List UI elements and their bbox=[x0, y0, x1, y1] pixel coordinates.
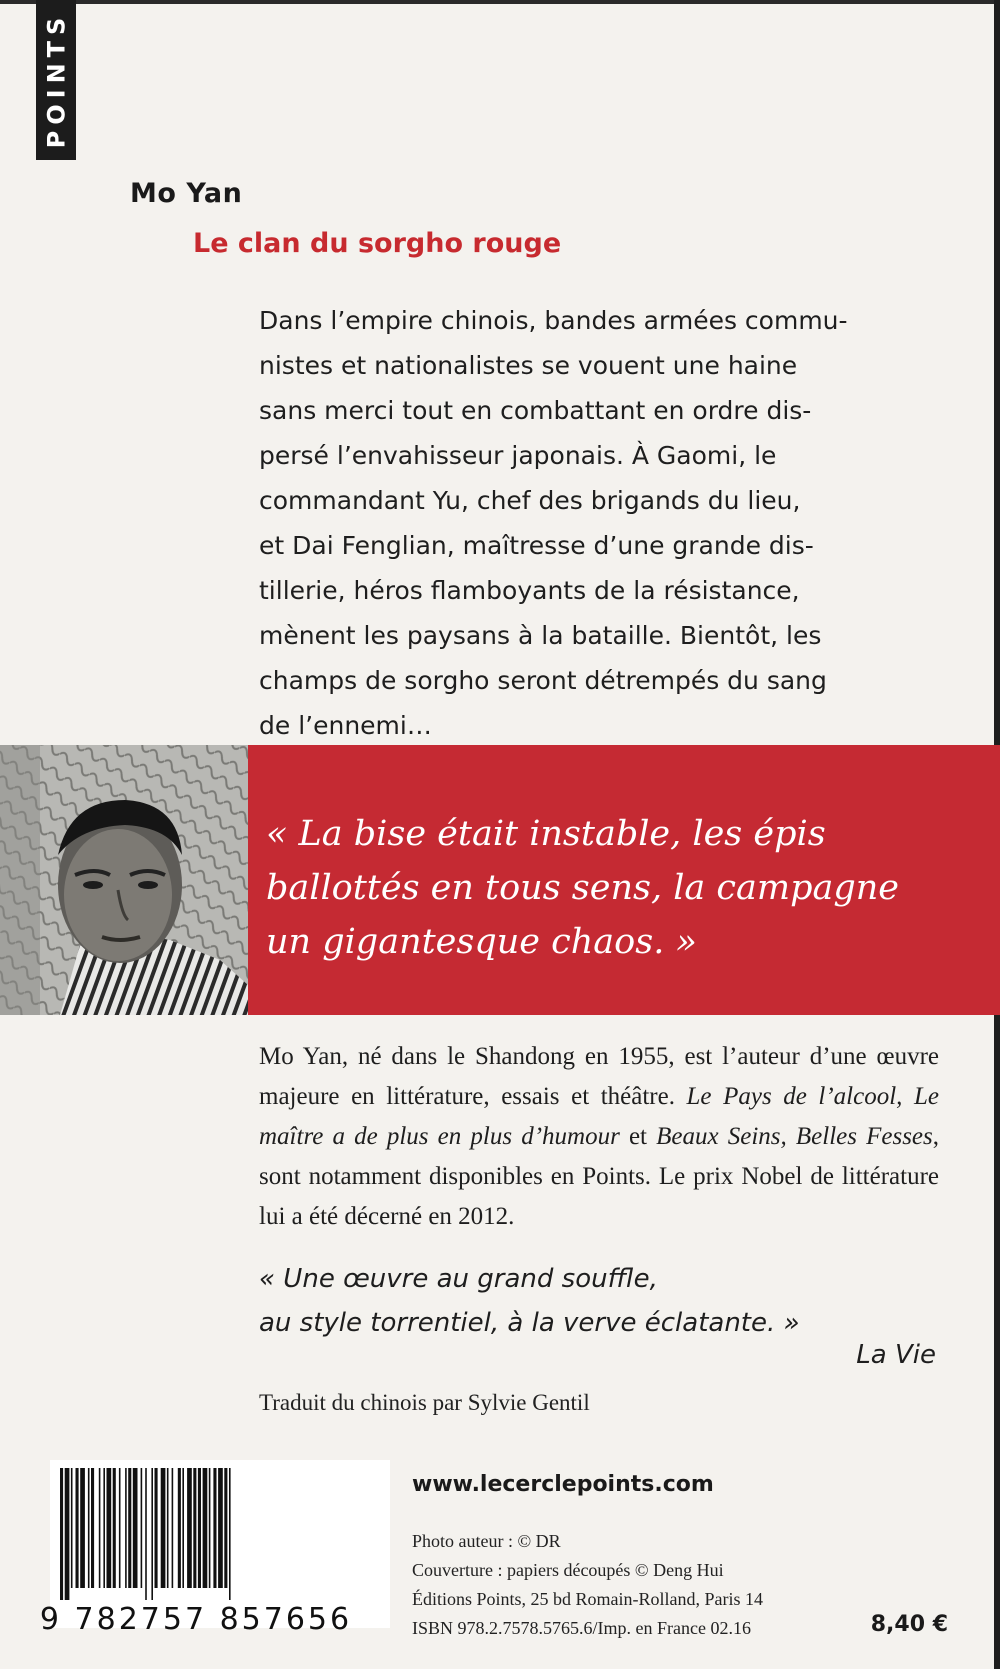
barcode-bar bbox=[76, 1468, 79, 1588]
press-source: La Vie bbox=[856, 1340, 936, 1370]
barcode-bar bbox=[99, 1468, 101, 1588]
barcode-bar bbox=[88, 1468, 90, 1588]
publisher-logo bbox=[36, 0, 76, 160]
synopsis-line: Dans l’empire chinois, bandes armées commu- bbox=[259, 306, 848, 335]
bio-text: , sont notamment disponibles en Points. Le prix Nobel de littérature lui a été décerné en 2012. bbox=[259, 1123, 939, 1230]
quote-line: ballottés en tous sens, la campagne bbox=[266, 868, 900, 908]
publisher-logo-text: POINTS bbox=[42, 11, 71, 149]
barcode-bar bbox=[193, 1468, 196, 1588]
synopsis bbox=[259, 298, 919, 748]
synopsis-line: commandant Yu, chef des brigands du lieu, bbox=[259, 486, 801, 515]
synopsis-line: tillerie, héros flamboyants de la résistance, bbox=[259, 576, 800, 605]
synopsis-line: champs de sorgho seront détrempés du sang bbox=[259, 666, 827, 695]
barcode-bar bbox=[125, 1468, 127, 1588]
press-quote-line: « Une œuvre au grand souffle, bbox=[259, 1264, 658, 1294]
credits-block bbox=[412, 1527, 763, 1643]
barcode-digits: 9 782757 857656 bbox=[39, 1602, 353, 1637]
barcode-bar bbox=[151, 1468, 153, 1600]
featured-quote bbox=[266, 807, 966, 969]
barcode-bar bbox=[218, 1468, 223, 1588]
barcode-bar bbox=[209, 1468, 211, 1588]
barcode-bar bbox=[103, 1468, 105, 1588]
featured-quote-band bbox=[248, 745, 1000, 1015]
barcode-bar bbox=[107, 1468, 112, 1588]
barcode-bar bbox=[182, 1468, 184, 1588]
synopsis-line: nistes et nationalistes se vouent une haine bbox=[259, 351, 798, 380]
barcode-bar bbox=[172, 1468, 174, 1588]
translator-credit: Traduit du chinois par Sylvie Gentil bbox=[259, 1390, 590, 1415]
barcode-bar bbox=[65, 1468, 70, 1600]
barcode-bar bbox=[119, 1468, 121, 1588]
synopsis-line: de l’ennemi… bbox=[259, 711, 432, 740]
barcode-bar bbox=[187, 1468, 192, 1588]
author-biography bbox=[259, 1037, 939, 1237]
price: 8,40 € bbox=[870, 1612, 948, 1637]
barcode-bar bbox=[178, 1468, 181, 1588]
bio-works-title: Beaux Seins, Belles Fesses bbox=[656, 1123, 933, 1150]
credit-line: Couverture : papiers découpés © Deng Hui bbox=[412, 1560, 724, 1580]
barcode-bar bbox=[224, 1468, 227, 1588]
barcode-bar bbox=[155, 1468, 158, 1588]
synopsis-line: sans merci tout en combattant en ordre dis- bbox=[259, 396, 812, 425]
barcode-bar bbox=[167, 1468, 169, 1588]
synopsis-line: mènent les paysans à la bataille. Bientôt, les bbox=[259, 621, 822, 650]
barcode-bar bbox=[80, 1468, 85, 1588]
barcode-bar bbox=[198, 1468, 201, 1588]
credit-line: ISBN 978.2.7578.5765.6/Imp. en France 02.16 bbox=[412, 1618, 751, 1638]
barcode-bar bbox=[113, 1468, 116, 1588]
synopsis-line: et Dai Fenglian, maîtresse d’une grande dis- bbox=[259, 531, 814, 560]
press-quote bbox=[259, 1257, 939, 1345]
bio-text: Mo Yan, né dans le Shandong en 1955, est l’auteur d’une œuvre majeure en littérature, essais et théâtre. bbox=[259, 1043, 939, 1110]
credit-line: Éditions Points, 25 bd Romain-Rolland, Paris 14 bbox=[412, 1589, 764, 1609]
barcode-bar bbox=[91, 1468, 94, 1588]
barcode-bar bbox=[229, 1468, 231, 1600]
barcode-bar bbox=[71, 1468, 73, 1588]
barcode-bar bbox=[203, 1468, 208, 1588]
credit-line: Photo auteur : © DR bbox=[412, 1531, 561, 1551]
author-photo bbox=[0, 745, 248, 1015]
barcode-bar bbox=[128, 1468, 131, 1588]
barcode-bar bbox=[161, 1468, 166, 1588]
press-quote-line: au style torrentiel, à la verve éclatante. » bbox=[259, 1308, 800, 1338]
bio-text: et bbox=[619, 1123, 657, 1150]
barcode-bar bbox=[60, 1468, 63, 1600]
synopsis-line: persé l’envahisseur japonais. À Gaomi, le bbox=[259, 441, 777, 470]
barcode-bars bbox=[60, 1468, 380, 1600]
quote-line: « La bise était instable, les épis bbox=[266, 814, 826, 854]
book-title: Le clan du sorgho rouge bbox=[193, 228, 562, 259]
barcode-bar bbox=[141, 1468, 143, 1588]
bio-works-title: Le Pays de l’alcool, Le maître a de plus en plus d’humour bbox=[259, 1083, 939, 1150]
barcode-bar bbox=[145, 1468, 147, 1600]
author-name: Mo Yan bbox=[130, 178, 243, 209]
barcode-bar bbox=[133, 1468, 138, 1588]
barcode-bar bbox=[213, 1468, 216, 1588]
quote-line: un gigantesque chaos. » bbox=[266, 922, 697, 962]
top-edge bbox=[0, 0, 1000, 4]
author-portrait-icon bbox=[0, 745, 248, 1015]
publisher-website[interactable]: www.lecerclepoints.com bbox=[412, 1472, 714, 1497]
